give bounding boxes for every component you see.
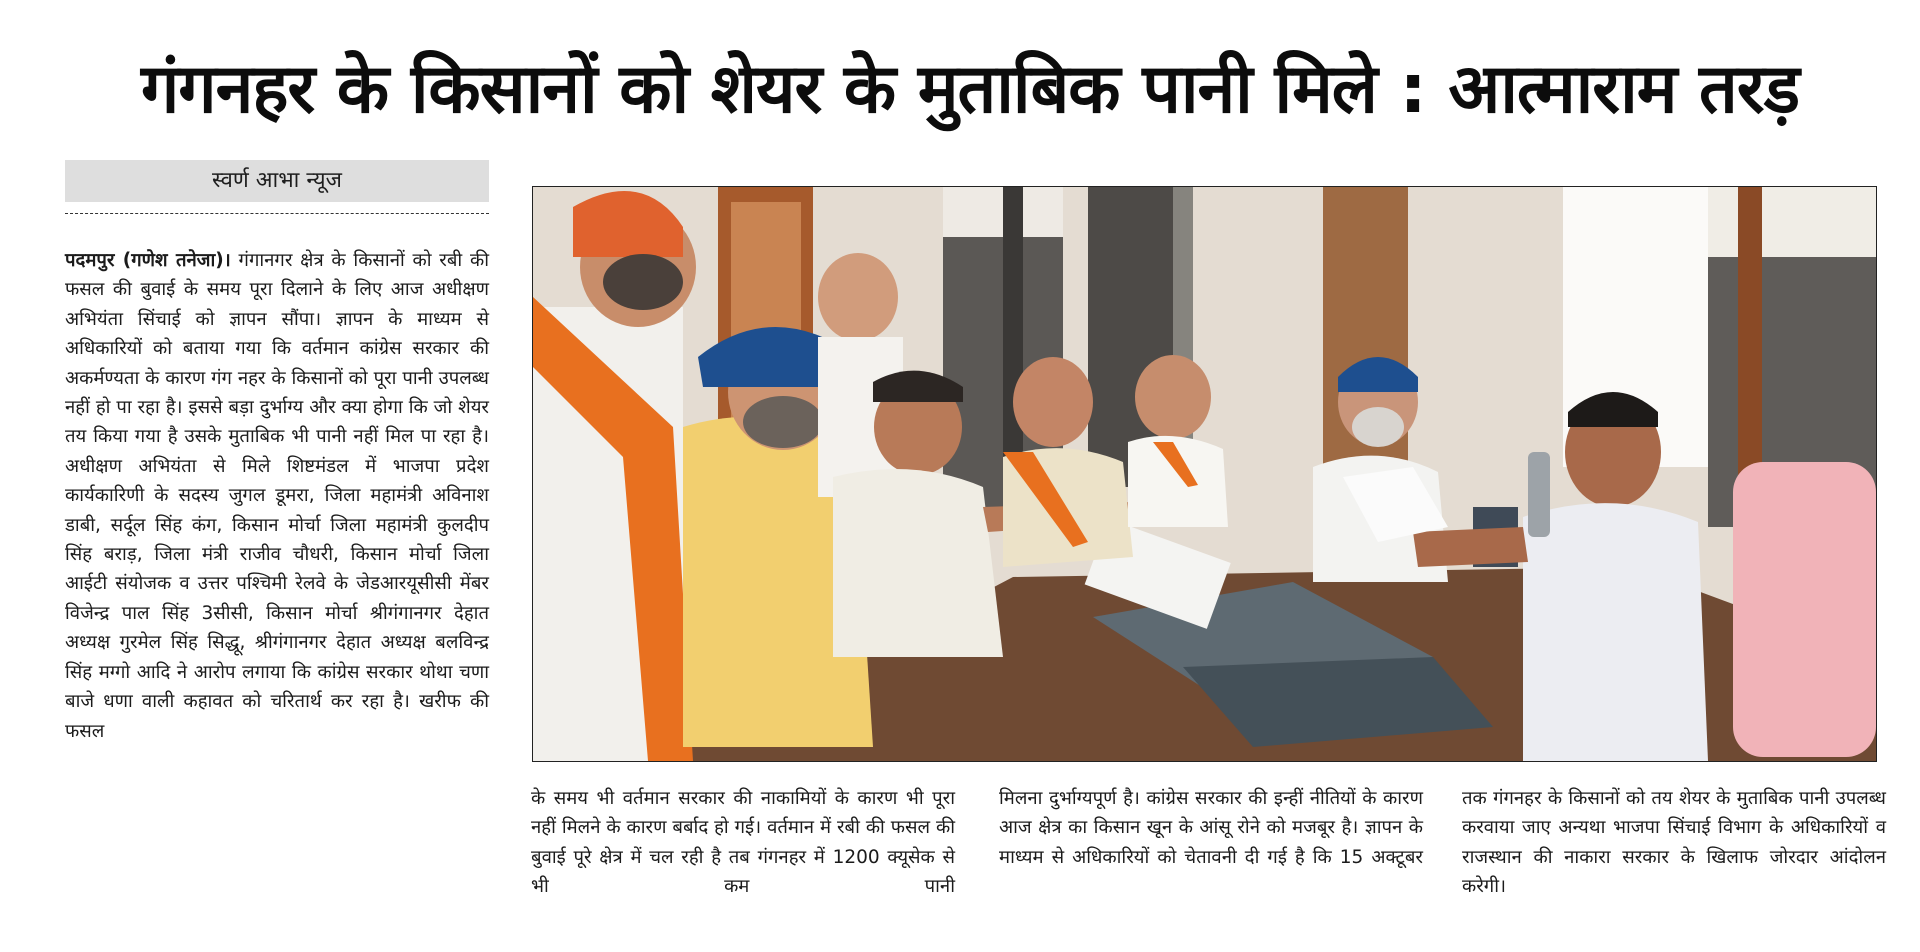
headline: गंगनहर के किसानों को शेयर के मुताबिक पानी मिले : आत्माराम तरड़	[141, 50, 1799, 129]
column-1-text: गंगानगर क्षेत्र के किसानों को रबी की फसल की बुवाई के समय पूरा दिलाने के लिए आज अधीक्षण अभियंता सिंचाई को ज्ञापन सौंपा। ज्ञापन के माध्यम से अधिकारियों को बताया गया कि वर्तमान कांग्रेस सरकार की अकर्मण्यता के कारण गंग नहर के किसानों को पूरा पानी उपलब्ध नहीं हो पा रहा है। इससे बड़ा दुर्भाग्य और क्या होगा कि जो शेयर तय किया गया है उसके मुताबिक भी पानी नहीं मिल पा रहा है। अधीक्षण अभियंता से मिले शिष्टमंडल में भाजपा प्रदेश कार्यकारिणी के सदस्य जुगल डूमरा, जिला महामंत्री अविनाश डाबी, सर्दूल सिंह कंग, किसान मोर्चा जिला महामंत्री कुलदीप सिंह बराड़, जिला मंत्री राजीव चौधरी, किसान मोर्चा जिला आईटी संयोजक व उत्तर पश्चिमी रेलवे के जेडआरयूसीसी मेंबर विजेन्द्र पाल सिंह 3सीसी, किसान मोर्चा श्रीगंगानगर देहात अध्यक्ष गुरमेल सिंह सिद्धू, श्रीगंगानगर देहात अध्यक्ष बलविन्द्र सिंह मग्गो आदि ने आरोप लगाया कि कांग्रेस सरकार थोथा चणा बाजे धणा वाली कहावत को चरितार्थ कर रहा है। खरीफ की फसल	[65, 250, 489, 742]
byline-divider	[65, 213, 489, 214]
news-photo	[532, 186, 1877, 762]
article-column-3: मिलना दुर्भाग्यपूर्ण है। कांग्रेस सरकार की इन्हीं नीतियों के कारण आज क्षेत्र का किसान खून के आंसू रोने को मजबूर है। ज्ञापन के माध्यम से अधिकारियों को चेतावनी दी गई है कि 15 अक्टूबर	[999, 788, 1423, 868]
article-column-4: तक गंगनहर के किसानों को तय शेयर के मुताबिक पानी उपलब्ध करवाया जाए अन्यथा भाजपा सिंचाई विभाग के अधिकारियों व राजस्थान की नाकारा सरकार के खिलाफ जोरदार आंदोलन करेगी।	[1462, 788, 1886, 898]
article-column-2: के समय भी वर्तमान सरकार की नाकामियों के कारण भी पूरा नहीं मिलने के कारण बर्बाद हो गई। वर्तमान में रबी की फसल की बुवाई पूरे क्षेत्र में चल रही है तब गंगनहर में 1200 क्यूसेक से भी कम पानी	[531, 788, 955, 898]
article-column-1	[65, 246, 489, 926]
byline: स्वर्ण आभा न्यूज	[65, 160, 489, 202]
dateline: पदमपुर (गणेश तनेजा)।	[65, 250, 231, 271]
